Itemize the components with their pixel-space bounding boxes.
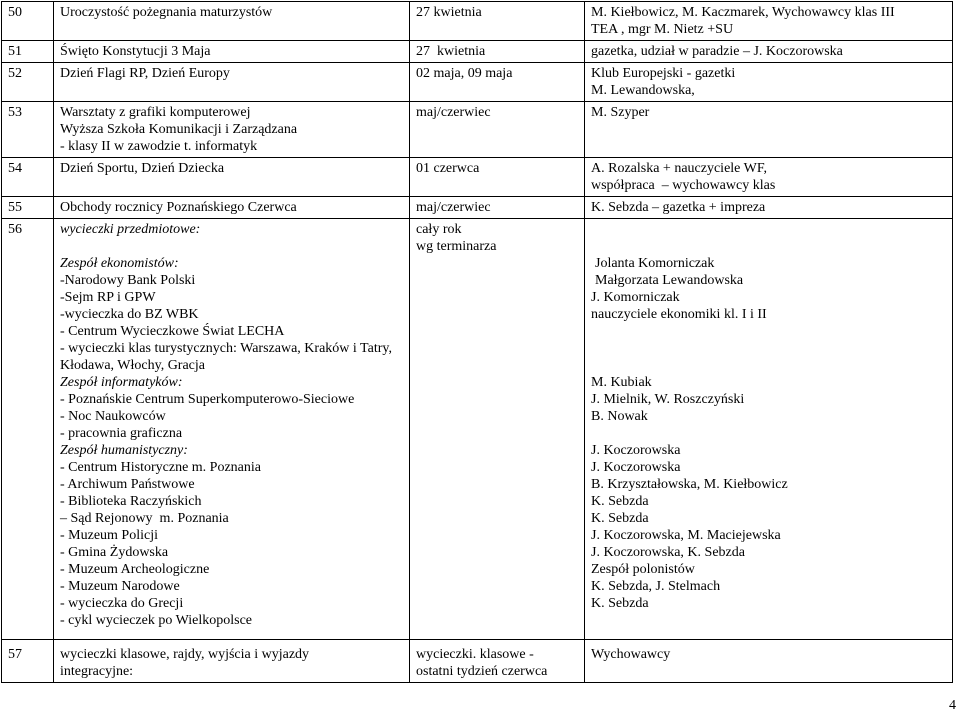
list-item: - Muzeum Narodowe — [60, 579, 180, 594]
responsible-text: B. Nowak — [591, 409, 648, 424]
list-item: -Sejm RP i GPW — [60, 290, 156, 305]
date-text: ostatni tydzień czerwca — [416, 664, 548, 679]
responsible-cell — [585, 640, 953, 683]
row-number: 55 — [2, 197, 54, 219]
responsible-text: M. Lewandowska, — [591, 83, 695, 98]
row-number: 52 — [2, 63, 54, 102]
list-item: - Centrum Wycieczkowe Świat LECHA — [60, 324, 285, 339]
table-row — [2, 2, 953, 41]
date-cell — [410, 158, 585, 197]
list-item: – Sąd Rejonowy m. Poznania — [60, 511, 229, 526]
list-item: - cykl wycieczek po Wielkopolsce — [60, 613, 252, 628]
event-cell — [54, 102, 410, 158]
responsible-cell — [585, 102, 953, 158]
event-text: Dzień Flagi RP, Dzień Europy — [60, 66, 230, 81]
date-text: maj/czerwiec — [416, 105, 491, 120]
list-item: - pracownia graficzna — [60, 426, 183, 441]
list-item: - Gmina Żydowska — [60, 545, 169, 560]
date-cell — [410, 219, 585, 640]
responsible-text: J. Komorniczak — [591, 290, 680, 305]
responsible-cell — [585, 197, 953, 219]
list-item: - wycieczki klas turystycznych: Warszawa, Kraków i Tatry, Kłodawa, Włochy, Gracja — [60, 341, 392, 373]
list-item: -wycieczka do BZ WBK — [60, 307, 199, 322]
list-item: - Centrum Historyczne m. Poznania — [60, 460, 262, 475]
responsible-text: J. Koczorowska — [591, 443, 681, 458]
event-cell — [54, 158, 410, 197]
date-cell — [410, 102, 585, 158]
responsible-text: gazetka, udział w paradzie – J. Koczorowska — [591, 44, 843, 59]
date-text: 27 kwietnia — [416, 44, 486, 59]
responsible-cell — [585, 41, 953, 63]
responsible-text: J. Koczorowska, M. Maciejewska — [591, 528, 781, 543]
row-number: 56 — [2, 219, 54, 640]
responsible-text: M. Kubiak — [591, 375, 652, 390]
table-row — [2, 63, 953, 102]
event-text: wycieczki klasowe, rajdy, wyjścia i wyjazdy — [60, 647, 310, 662]
responsible-text: Wychowawcy — [591, 647, 671, 662]
event-text: Dzień Sportu, Dzień Dziecka — [60, 161, 225, 176]
group-heading: Zespół humanistyczny: — [60, 443, 188, 458]
event-text: integracyjne: — [60, 664, 134, 679]
responsible-text: J. Koczorowska — [591, 460, 681, 475]
row-number: 57 — [2, 640, 54, 683]
date-text: cały rok — [416, 222, 462, 237]
responsible-text: A. Rozalska + nauczyciele WF, — [591, 161, 768, 176]
page-number: 4 — [949, 698, 956, 713]
responsible-cell — [585, 2, 953, 41]
responsible-text: Klub Europejski - gazetki — [591, 66, 736, 81]
responsible-text: współpraca – wychowawcy klas — [591, 178, 776, 193]
responsible-text: Małgorzata Lewandowska — [595, 273, 744, 288]
responsible-text: M. Szyper — [591, 105, 650, 120]
responsible-cell — [585, 63, 953, 102]
list-item: - Muzeum Policji — [60, 528, 158, 543]
date-cell — [410, 197, 585, 219]
date-cell — [410, 640, 585, 683]
table-row — [2, 158, 953, 197]
event-cell — [54, 41, 410, 63]
date-cell — [410, 2, 585, 41]
list-item: -Narodowy Bank Polski — [60, 273, 196, 288]
date-text: 02 maja, 09 maja — [416, 66, 513, 81]
date-cell — [410, 63, 585, 102]
list-item: - wycieczka do Grecji — [60, 596, 184, 611]
responsible-text: nauczyciele ekonomiki kl. I i II — [591, 307, 767, 322]
row-number: 54 — [2, 158, 54, 197]
event-cell — [54, 640, 410, 683]
event-text: - klasy II w zawodzie t. informatyk — [60, 139, 258, 154]
event-cell — [54, 63, 410, 102]
responsible-text: B. Krzyształowska, M. Kiełbowicz — [591, 477, 788, 492]
event-cell — [54, 2, 410, 41]
responsible-text: K. Sebzda — [591, 494, 649, 509]
event-text: Wyższa Szkoła Komunikacji i Zarządzana — [60, 122, 298, 137]
date-cell — [410, 41, 585, 63]
responsible-text: K. Sebzda — [591, 596, 649, 611]
event-text: Uroczystość pożegnania maturzystów — [60, 5, 273, 20]
list-item: - Noc Naukowców — [60, 409, 166, 424]
event-cell — [54, 219, 410, 640]
table-row — [2, 102, 953, 158]
responsible-text: TEA , mgr M. Nietz +SU — [591, 22, 734, 37]
row-number: 51 — [2, 41, 54, 63]
responsible-text: J. Koczorowska, K. Sebzda — [591, 545, 745, 560]
group-heading: Zespół ekonomistów: — [60, 256, 179, 271]
group-heading: Zespół informatyków: — [60, 375, 183, 390]
date-text: wg terminarza — [416, 239, 497, 254]
row-number: 50 — [2, 2, 54, 41]
date-text: 27 kwietnia — [416, 5, 482, 20]
responsible-text: M. Kiełbowicz, M. Kaczmarek, Wychowawcy klas III — [591, 5, 895, 20]
date-text: wycieczki. klasowe - — [416, 647, 534, 662]
table-row — [2, 219, 953, 640]
event-text: Warsztaty z grafiki komputerowej — [60, 105, 251, 120]
event-cell — [54, 197, 410, 219]
event-text: Obchody rocznicy Poznańskiego Czerwca — [60, 200, 297, 215]
section-heading: wycieczki przedmiotowe: — [60, 222, 201, 237]
list-item: - Biblioteka Raczyńskich — [60, 494, 202, 509]
table-row — [2, 640, 953, 683]
table-row — [2, 197, 953, 219]
table-row — [2, 41, 953, 63]
responsible-text: K. Sebzda, J. Stelmach — [591, 579, 721, 594]
responsible-cell — [585, 219, 953, 640]
event-text: Święto Konstytucji 3 Maja — [60, 44, 211, 59]
responsible-text: Zespół polonistów — [591, 562, 695, 577]
list-item: - Poznańskie Centrum Superkomputerowo-Sieciowe — [60, 392, 355, 407]
date-text: 01 czerwca — [416, 161, 480, 176]
responsible-text: Jolanta Komorniczak — [595, 256, 715, 271]
list-item: - Archiwum Państwowe — [60, 477, 195, 492]
responsible-text: J. Mielnik, W. Roszczyński — [591, 392, 745, 407]
date-text: maj/czerwiec — [416, 200, 491, 215]
activities-table — [1, 1, 953, 683]
responsible-text: K. Sebzda — [591, 511, 649, 526]
responsible-cell — [585, 158, 953, 197]
responsible-text: K. Sebzda – gazetka + impreza — [591, 200, 766, 215]
list-item: - Muzeum Archeologiczne — [60, 562, 210, 577]
row-number: 53 — [2, 102, 54, 158]
